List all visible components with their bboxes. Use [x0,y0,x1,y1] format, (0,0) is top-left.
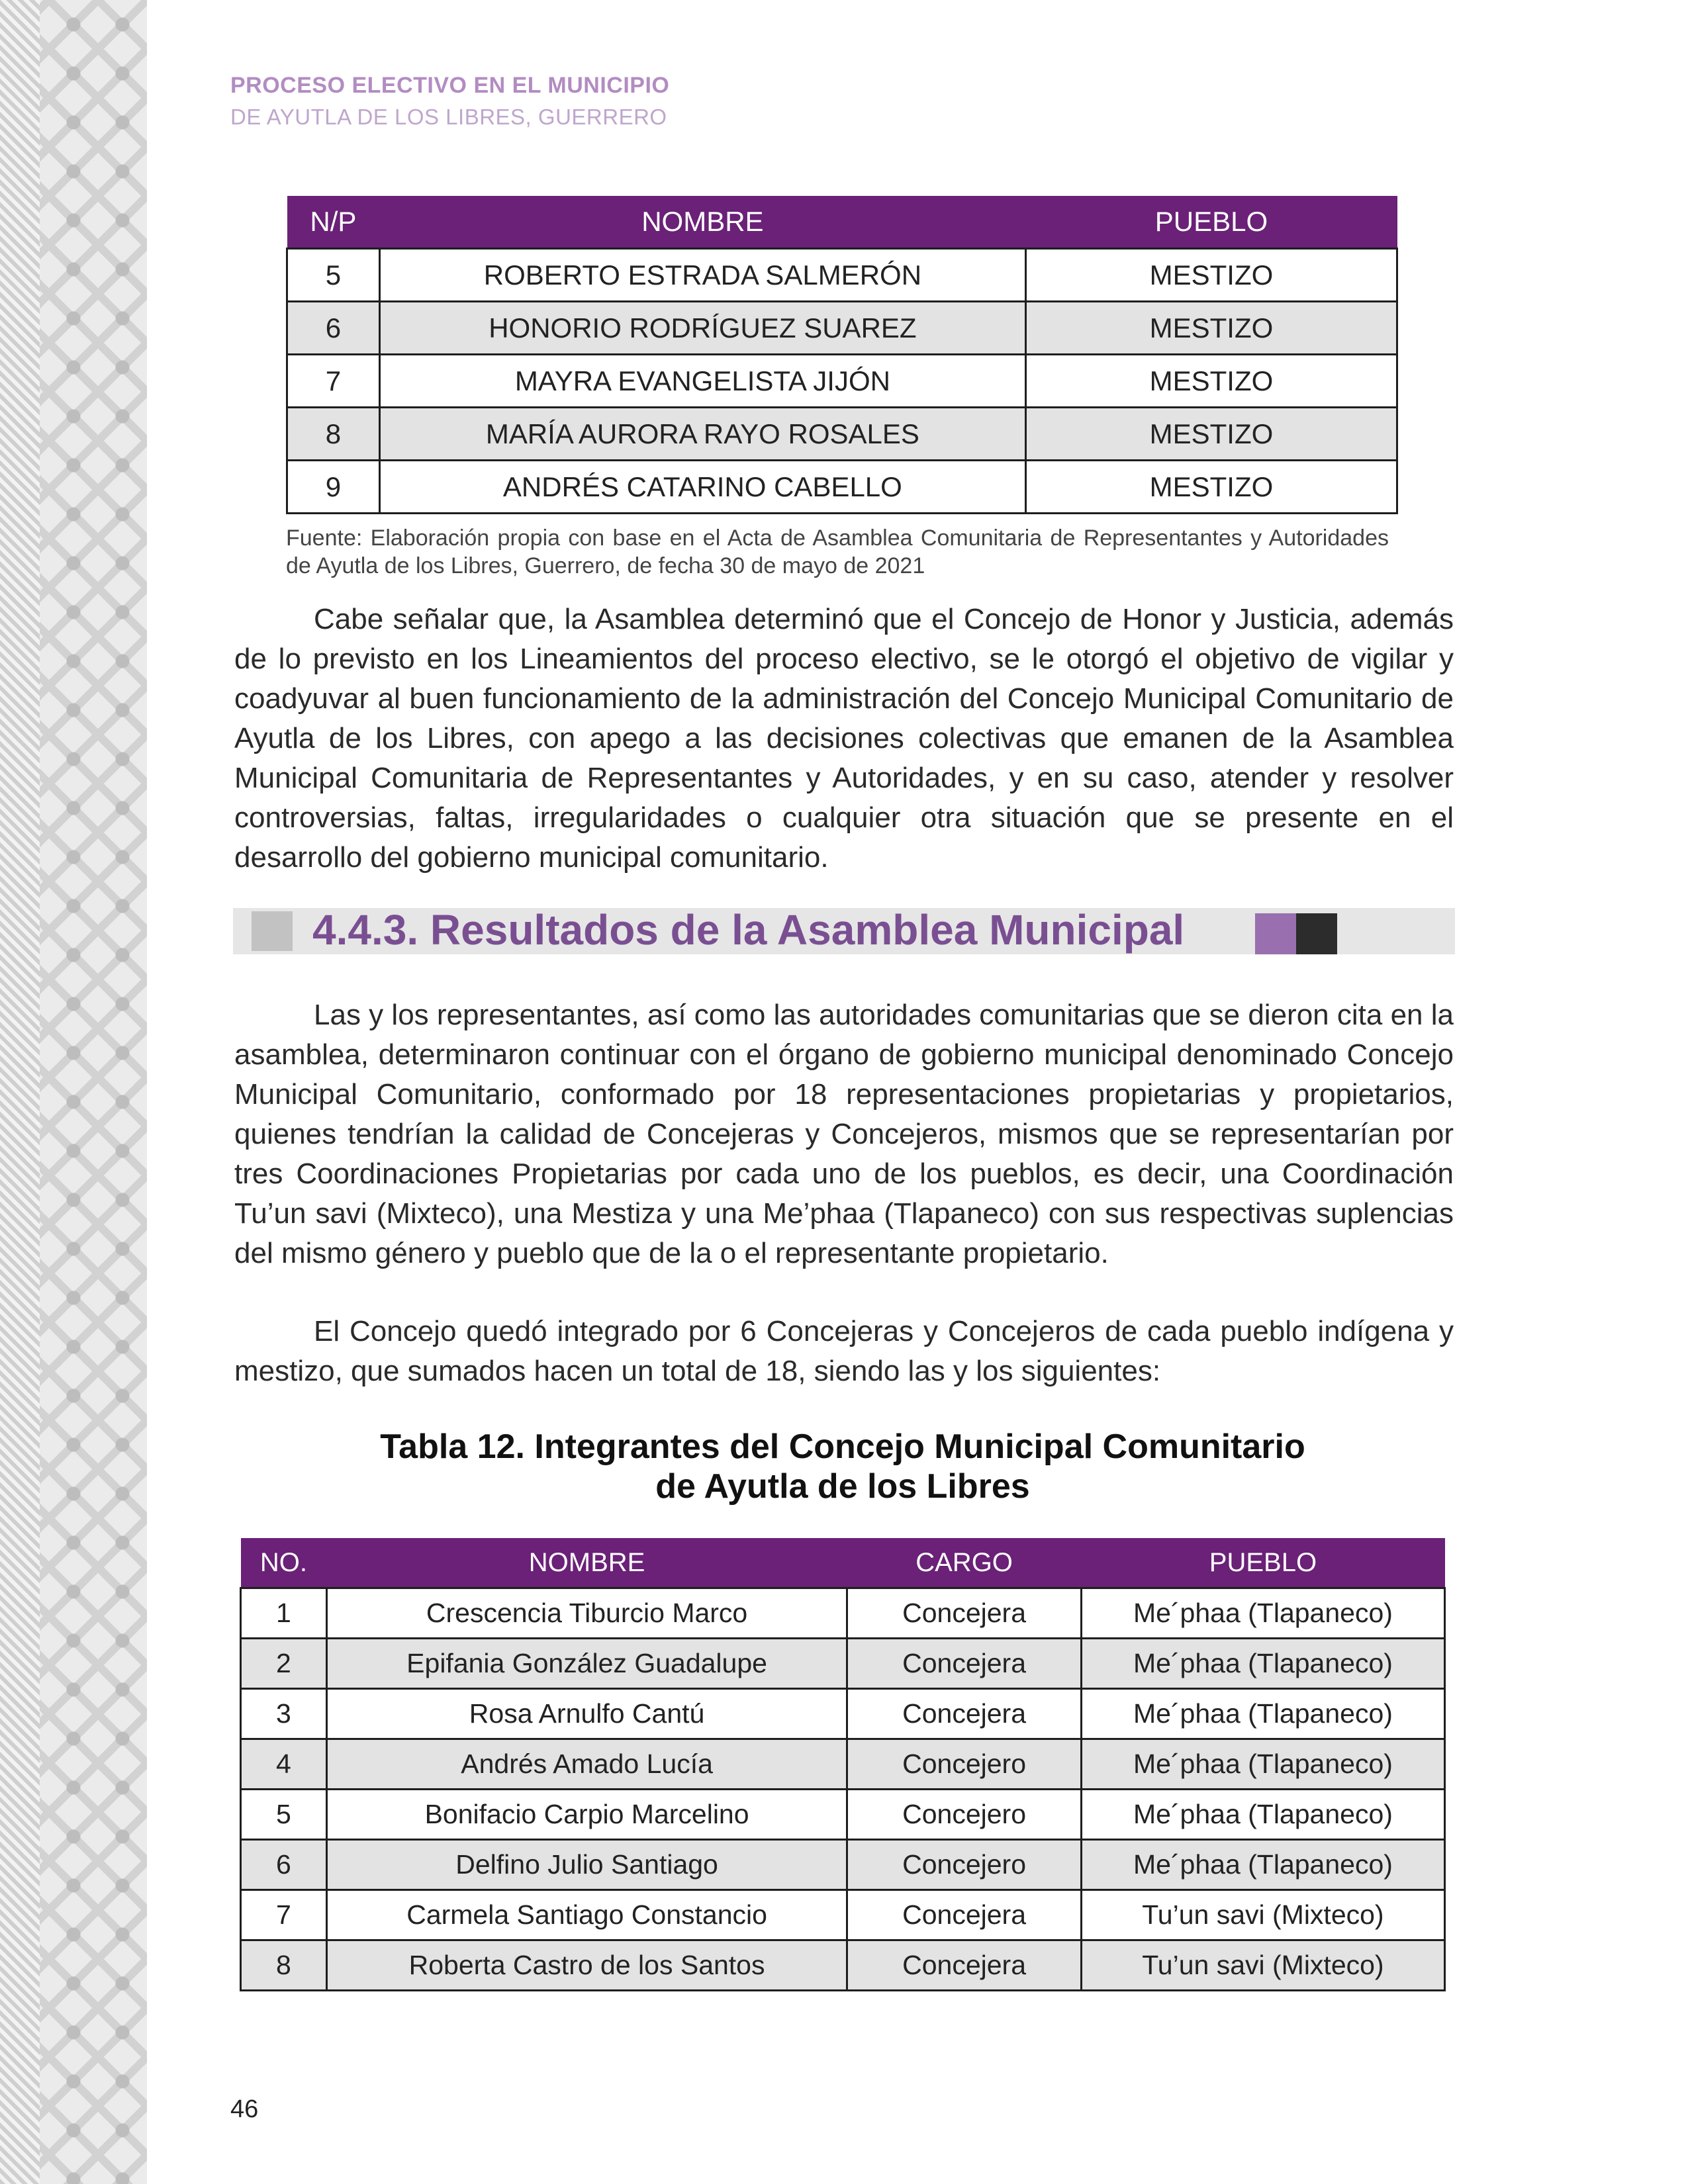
paragraph-integracion: El Concejo quedó integrado por 6 Concejeras y Concejeros de cada pueblo indígena y mestizo, que sumados hacen un total de 18, siendo las y los siguientes: [234,1315,1454,1387]
cell-pueblo: Me´phaa (Tlapaneco) [1081,1790,1444,1840]
paragraph-concejo-honor: Cabe señalar que, la Asamblea determinó que el Concejo de Honor y Justicia, además de lo previsto en los Lineamientos del proceso electivo, se le otorgó el objetivo de vigilar y coadyuvar al buen funcionamiento de la administración del Concejo Municipal Comunitario de Ayutla de los Libres, con apego a las decisiones colectivas que emanen de la Asamblea Municipal Comunitaria de Representantes y Autoridades, y en su caso, atender y resolver controversias, faltas, irregularidades o cualquier otra situación que se presente en el desarrollo del gobierno municipal comunitario. [234,603,1454,874]
cell-nombre: Delfino Julio Santiago [326,1840,847,1890]
column-header-no: NO. [241,1538,327,1588]
cell-no: 7 [241,1890,327,1940]
table-row [241,1639,1445,1689]
cell-nombre: Roberta Castro de los Santos [326,1940,847,1991]
cell-cargo: Concejera [847,1639,1082,1689]
cell-no: 6 [241,1840,327,1890]
table-row [287,355,1397,408]
cell-pueblo: Me´phaa (Tlapaneco) [1081,1689,1444,1739]
cell-pueblo: MESTIZO [1025,408,1397,461]
decorative-border-pattern [0,0,147,2184]
table-header-row [287,196,1397,249]
table-caption [240,1427,1446,1506]
cell-np: 7 [287,355,380,408]
cell-nombre: Andrés Amado Lucía [326,1739,847,1790]
column-header-np: N/P [287,196,380,249]
cell-pueblo: Tu’un savi (Mixteco) [1081,1890,1444,1940]
cell-no: 5 [241,1790,327,1840]
table-row [287,249,1397,302]
cell-no: 1 [241,1588,327,1639]
cell-pueblo: Me´phaa (Tlapaneco) [1081,1639,1444,1689]
table-source-note: Fuente: Elaboración propia con base en el Acta de Asamblea Comunitaria de Representantes y Autoridades de Ayutla de los Libres, Guerrero, de fecha 30 de mayo de 2021 [286,525,1389,578]
column-header-nombre: NOMBRE [379,196,1025,249]
column-header-pueblo: PUEBLO [1025,196,1397,249]
section-accent-purple-square [1255,913,1296,954]
cell-nombre: Epifania González Guadalupe [326,1639,847,1689]
table-concejo-members [240,1538,1446,1991]
paragraph-resultados: Las y los representantes, así como las autoridades comunitarias que se dieron cita en la asamblea, determinaron continuar con el órgano de gobierno municipal denominado Concejo Municipal Comunitario, conformado por 18 representaciones propietarias y propietarios, quienes tendrían la calidad de Concejeras y Concejeros, mismos que se representarían por tres Coordinaciones Propietarias por cada uno de los pueblos, es decir, una Coordinación Tu’un savi (Mixteco), una Mestiza y una Me’phaa (Tlapaneco) con sus respectivas suplencias del mismo género y pueblo que de la o el representante propietario. [234,999,1454,1269]
cell-cargo: Concejera [847,1588,1082,1639]
page-number: 46 [230,2095,259,2123]
cell-no: 2 [241,1639,327,1689]
cell-pueblo: Tu’un savi (Mixteco) [1081,1940,1444,1991]
table-row [241,1940,1445,1991]
running-header-title: PROCESO ELECTIVO EN EL MUNICIPIO [230,73,670,98]
cell-cargo: Concejera [847,1890,1082,1940]
table-row [241,1840,1445,1890]
cell-pueblo: Me´phaa (Tlapaneco) [1081,1840,1444,1890]
cell-np: 8 [287,408,380,461]
table-header-row [241,1538,1445,1588]
cell-cargo: Concejera [847,1689,1082,1739]
table-row [287,461,1397,514]
cell-np: 9 [287,461,380,514]
cell-cargo: Concejero [847,1739,1082,1790]
table-row [241,1890,1445,1940]
table-row [241,1739,1445,1790]
cell-cargo: Concejera [847,1940,1082,1991]
table-row [287,408,1397,461]
cell-pueblo: Me´phaa (Tlapaneco) [1081,1588,1444,1639]
cell-pueblo: MESTIZO [1025,461,1397,514]
cell-no: 3 [241,1689,327,1739]
cell-nombre: ANDRÉS CATARINO CABELLO [379,461,1025,514]
cell-nombre: Crescencia Tiburcio Marco [326,1588,847,1639]
table-row [287,302,1397,355]
table-row [241,1689,1445,1739]
cell-pueblo: Me´phaa (Tlapaneco) [1081,1739,1444,1790]
cell-nombre: HONORIO RODRÍGUEZ SUAREZ [379,302,1025,355]
cell-nombre: Rosa Arnulfo Cantú [326,1689,847,1739]
table-row [241,1588,1445,1639]
cell-cargo: Concejero [847,1790,1082,1840]
cell-pueblo: MESTIZO [1025,355,1397,408]
table-caption-line1: Tabla 12. Integrantes del Concejo Municipal Comunitario [380,1428,1305,1466]
cell-nombre: Carmela Santiago Constancio [326,1890,847,1940]
section-marker-square [252,911,293,951]
column-header-cargo: CARGO [847,1538,1082,1588]
cell-nombre: MAYRA EVANGELISTA JIJÓN [379,355,1025,408]
cell-pueblo: MESTIZO [1025,249,1397,302]
cell-no: 8 [241,1940,327,1991]
table-row [241,1790,1445,1840]
cell-np: 5 [287,249,380,302]
section-accent-dark-square [1296,913,1337,954]
cell-np: 6 [287,302,380,355]
cell-no: 4 [241,1739,327,1790]
cell-nombre: MARÍA AURORA RAYO ROSALES [379,408,1025,461]
cell-cargo: Concejero [847,1840,1082,1890]
column-header-pueblo: PUEBLO [1081,1538,1444,1588]
table-caption-line2: de Ayutla de los Libres [655,1467,1030,1506]
cell-pueblo: MESTIZO [1025,302,1397,355]
column-header-nombre: NOMBRE [326,1538,847,1588]
section-heading: 4.4.3. Resultados de la Asamblea Municipal [312,906,1185,954]
cell-nombre: Bonifacio Carpio Marcelino [326,1790,847,1840]
table-representatives [286,196,1398,514]
running-header-subtitle: DE AYUTLA DE LOS LIBRES, GUERRERO [230,105,667,129]
cell-nombre: ROBERTO ESTRADA SALMERÓN [379,249,1025,302]
